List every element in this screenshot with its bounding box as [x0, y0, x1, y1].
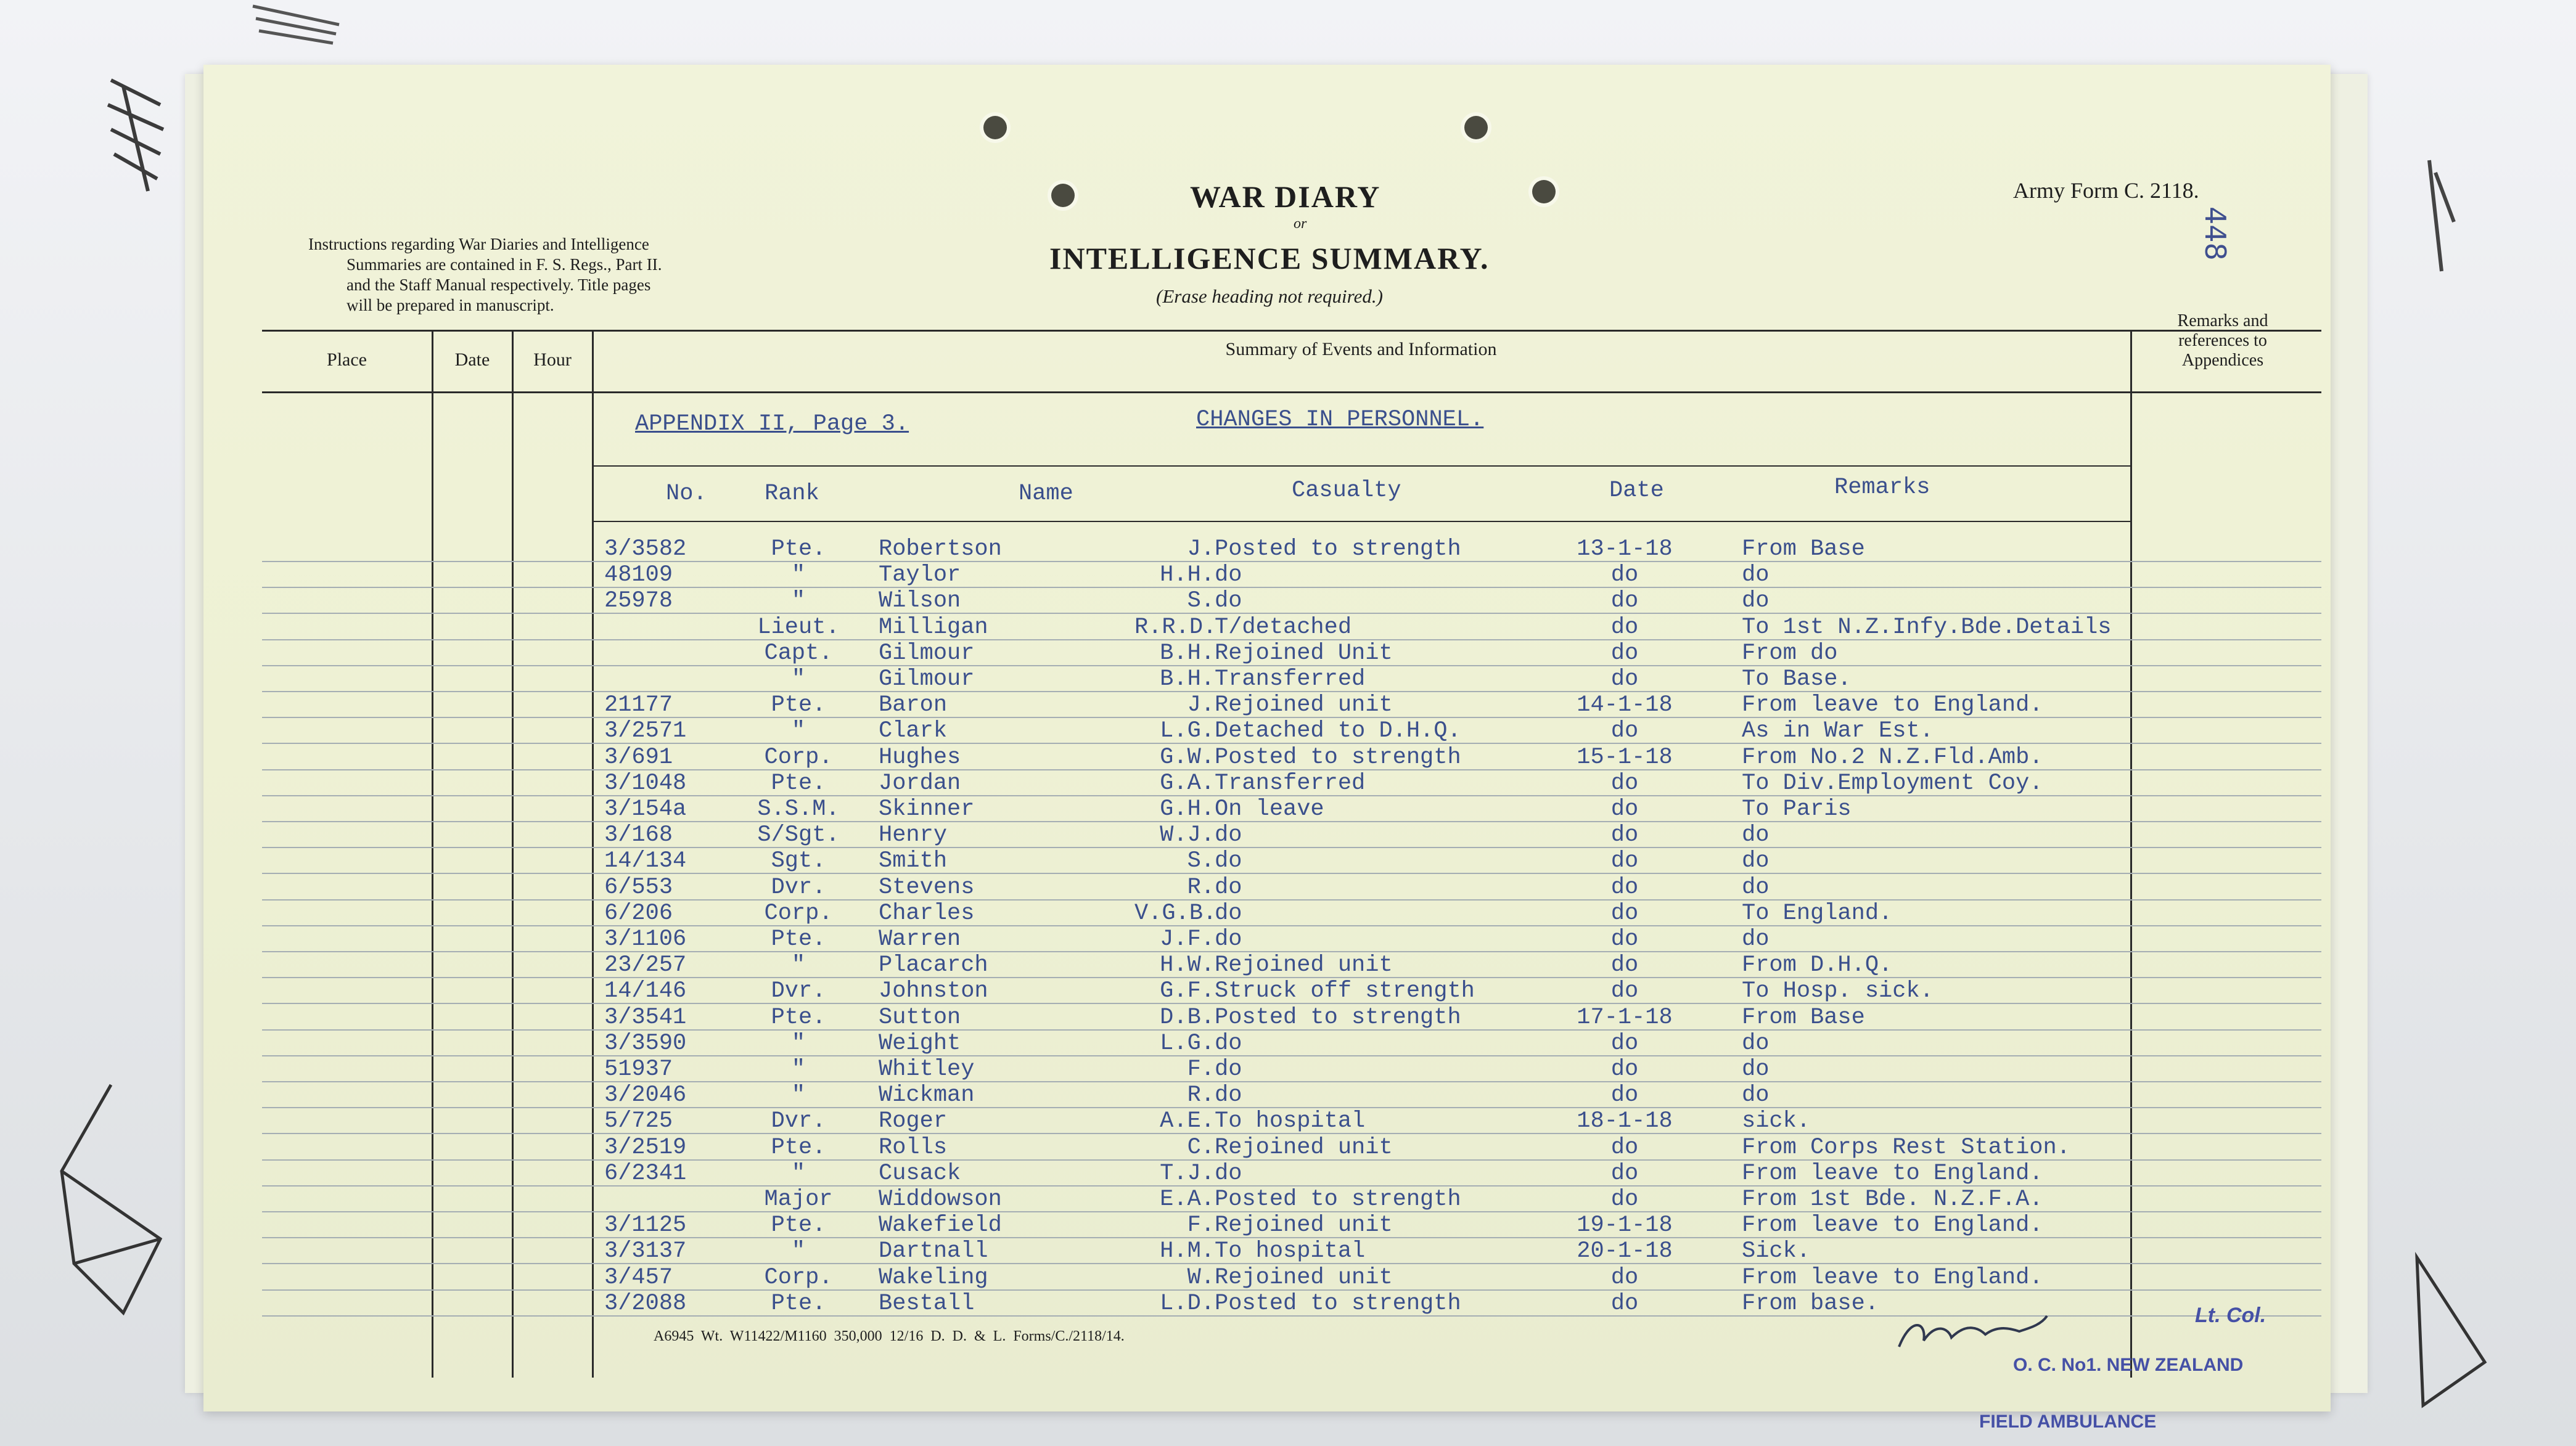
cell-rank: Dvr.: [771, 1108, 826, 1135]
cell-initials: G.W.: [1160, 744, 1215, 770]
cell-rank: Sgt.: [771, 848, 826, 875]
cell-no: 23/257: [604, 952, 687, 979]
table-header-bottom-rule: [592, 521, 2130, 522]
cell-rank: ": [791, 562, 806, 589]
cell-no: 6/2341: [604, 1160, 687, 1187]
cell-date: do: [1610, 848, 1639, 875]
cell-date: do: [1610, 900, 1639, 926]
cell-no: 3/3582: [604, 536, 687, 562]
cell-casualty: On leave: [1215, 796, 1324, 822]
cell-rank: S.S.M.: [757, 796, 840, 822]
cell-date: do: [1610, 1134, 1639, 1161]
cell-no: 3/3541: [604, 1004, 687, 1031]
cell-date: do: [1610, 1056, 1639, 1082]
cell-initials: J.: [1187, 536, 1215, 562]
cell-casualty: do: [1215, 874, 1242, 901]
cell-rank: Pte.: [771, 1212, 826, 1239]
cell-no: 3/1106: [604, 926, 687, 952]
war-diary-sheet: [203, 65, 2331, 1411]
cell-initials: F.: [1187, 1056, 1215, 1082]
cell-initials: L.D.: [1160, 1290, 1215, 1317]
cell-no: 3/457: [604, 1264, 673, 1291]
cell-remarks: To Base.: [1742, 666, 1852, 692]
table-row-rule: [262, 587, 2321, 588]
cell-name: Whitley: [879, 1056, 975, 1082]
cell-remarks: To Div.Employment Coy.: [1742, 770, 2043, 796]
cell-date: do: [1610, 822, 1639, 849]
cell-date: 15-1-18: [1577, 744, 1673, 770]
cell-casualty: T/detached: [1215, 614, 1352, 640]
signature-rank: Lt. Col.: [2195, 1304, 2266, 1327]
cell-initials: E.A.: [1160, 1187, 1215, 1212]
table-header-remarks: Remarks: [1834, 475, 1930, 500]
cell-initials: R.: [1187, 874, 1215, 901]
cell-initials: A.E.: [1160, 1108, 1215, 1135]
cell-remarks: From do: [1742, 640, 1838, 666]
cell-casualty: To hospital: [1215, 1238, 1366, 1265]
instructions-line: Summaries are contained in F. S. Regs., Part II.: [347, 255, 662, 274]
cell-remarks: From leave to England.: [1742, 1212, 2043, 1239]
cell-initials: S.: [1187, 588, 1215, 615]
instructions-block: [308, 234, 662, 316]
cell-rank: Pte.: [771, 926, 826, 952]
cell-no: 14/146: [604, 978, 687, 1005]
cell-initials: J.F.: [1160, 926, 1215, 952]
cell-no: 25978: [604, 588, 673, 615]
cell-name: Skinner: [879, 796, 975, 822]
cell-name: Milligan: [879, 614, 988, 640]
cell-date: do: [1610, 770, 1639, 796]
cell-name: Wickman: [879, 1082, 975, 1109]
cell-initials: F.: [1187, 1212, 1215, 1239]
cell-rank: Pte.: [771, 1134, 826, 1161]
cell-remarks: Sick.: [1742, 1238, 1811, 1265]
cell-no: 6/206: [604, 900, 673, 926]
table-row-rule: [262, 1081, 2321, 1082]
cell-casualty: Rejoined unit: [1215, 1212, 1393, 1239]
cell-rank: Corp.: [764, 900, 833, 926]
cell-name: Robertson: [879, 536, 1002, 562]
cell-no: 3/168: [604, 822, 673, 849]
cell-no: 3/154a: [604, 796, 687, 822]
cell-date: do: [1610, 1187, 1639, 1212]
cell-remarks: From leave to England.: [1742, 1264, 2043, 1291]
cell-no: 3/2519: [604, 1134, 687, 1161]
cell-no: 48109: [604, 562, 673, 589]
cell-remarks: From base.: [1742, 1290, 1879, 1317]
cell-no: 3/3137: [604, 1238, 687, 1265]
cell-casualty: Posted to strength: [1215, 1187, 1461, 1212]
cell-no: 3/1048: [604, 770, 687, 796]
cell-no: 3/2088: [604, 1290, 687, 1317]
instructions-line: and the Staff Manual respectively. Title pages: [347, 276, 651, 294]
cell-no: 14/134: [604, 848, 687, 875]
pencil-scribble: [37, 1079, 179, 1338]
cell-rank: ": [791, 1082, 806, 1109]
cell-no: 3/2046: [604, 1082, 687, 1109]
cell-casualty: do: [1215, 926, 1242, 952]
cell-remarks: From Corps Rest Station.: [1742, 1134, 2070, 1161]
cell-date: do: [1610, 1264, 1639, 1291]
cell-date: do: [1610, 796, 1639, 822]
cell-rank: ": [791, 1160, 806, 1187]
pencil-scribble: [247, 0, 345, 49]
cell-initials: L.G.: [1160, 718, 1215, 745]
table-row-rule: [262, 925, 2321, 926]
table-row-rule: [262, 1055, 2321, 1056]
cell-no: 6/553: [604, 874, 673, 901]
cell-no: 51937: [604, 1056, 673, 1082]
cell-rank: Lieut.: [757, 614, 840, 640]
cell-no: 3/691: [604, 744, 673, 770]
table-row-rule: [262, 899, 2321, 901]
cell-rank: Dvr.: [771, 874, 826, 901]
col-divider: [432, 330, 433, 1378]
cell-casualty: Posted to strength: [1215, 536, 1461, 562]
punch-hole: [1464, 116, 1488, 139]
cell-rank: ": [791, 1030, 806, 1056]
cell-remarks: To 1st N.Z.Infy.Bde.Details: [1742, 614, 2112, 640]
form-title-sub: INTELLIGENCE SUMMARY.: [1049, 241, 1490, 276]
cell-casualty: Rejoined unit: [1215, 1264, 1393, 1291]
cell-name: Johnston: [879, 978, 988, 1005]
table-header-casualty: Casualty: [1292, 478, 1401, 504]
cell-name: Cusack: [879, 1160, 961, 1187]
cell-name: Charles: [879, 900, 975, 926]
cell-date: 19-1-18: [1577, 1212, 1673, 1239]
cell-rank: ": [791, 666, 806, 692]
col-header-hour: Hour: [533, 349, 572, 370]
table-header-no: No.: [666, 481, 707, 507]
unit-stamp-line2: FIELD AMBULANCE: [1979, 1411, 2157, 1432]
cell-date: do: [1610, 1160, 1639, 1187]
cell-casualty: Rejoined unit: [1215, 952, 1393, 979]
cell-date: do: [1610, 1030, 1639, 1056]
cell-initials: H.H.: [1160, 562, 1215, 589]
table-header-rank: Rank: [765, 481, 819, 507]
army-form-number: Army Form C. 2118.: [2013, 178, 2199, 203]
cell-no: 3/1125: [604, 1212, 687, 1239]
col-header-remarks: [2130, 311, 2315, 370]
cell-rank: Pte.: [771, 770, 826, 796]
cell-no: 3/2571: [604, 718, 687, 745]
cell-remarks: From leave to England.: [1742, 1160, 2043, 1187]
cell-initials: H.M.: [1160, 1238, 1215, 1265]
cell-casualty: do: [1215, 822, 1242, 849]
cell-casualty: do: [1215, 1160, 1242, 1187]
cell-remarks: do: [1742, 1056, 1770, 1082]
cell-remarks: do: [1742, 848, 1770, 875]
cell-remarks: do: [1742, 588, 1770, 615]
cell-date: do: [1610, 926, 1639, 952]
cell-initials: G.A.: [1160, 770, 1215, 796]
unit-stamp-line1: O. C. No1. NEW ZEALAND: [2013, 1355, 2244, 1375]
cell-casualty: do: [1215, 1056, 1242, 1082]
cell-date: do: [1610, 1290, 1639, 1317]
cell-remarks: do: [1742, 926, 1770, 952]
cell-date: 13-1-18: [1577, 536, 1673, 562]
appendix-heading: CHANGES IN PERSONNEL.: [1196, 407, 1484, 433]
cell-remarks: do: [1742, 874, 1770, 901]
cell-no: 21177: [604, 692, 673, 719]
cell-casualty: do: [1215, 588, 1242, 615]
cell-initials: T.J.: [1160, 1160, 1215, 1187]
cell-casualty: Rejoined Unit: [1215, 640, 1393, 666]
cell-casualty: do: [1215, 1030, 1242, 1056]
cell-remarks: To Paris: [1742, 796, 1852, 822]
cell-casualty: do: [1215, 900, 1242, 926]
col-header-date: Date: [454, 349, 490, 370]
cell-rank: Pte.: [771, 536, 826, 562]
cell-casualty: Transferred: [1215, 666, 1366, 692]
cell-name: Taylor: [879, 562, 961, 589]
cell-initials: V.G.B.: [1134, 900, 1217, 926]
punch-hole: [1051, 184, 1075, 207]
appendix-label: APPENDIX II, Page 3.: [635, 411, 909, 437]
cell-rank: ": [791, 952, 806, 979]
instructions-line: will be prepared in manuscript.: [347, 296, 554, 314]
cell-name: Henry: [879, 822, 948, 849]
cell-name: Jordan: [879, 770, 961, 796]
pencil-scribble: [99, 68, 173, 203]
cell-rank: S/Sgt.: [757, 822, 840, 849]
cell-casualty: Posted to strength: [1215, 1290, 1461, 1317]
cell-date: do: [1610, 1082, 1639, 1109]
remarks-header-line: Remarks and: [2177, 311, 2268, 330]
cell-name: Warren: [879, 926, 961, 952]
table-row-rule: [262, 847, 2321, 848]
handwritten-page-number: 448: [2199, 206, 2232, 261]
cell-no: 5/725: [604, 1108, 673, 1135]
cell-rank: Dvr.: [771, 978, 826, 1005]
cell-rank: Pte.: [771, 1290, 826, 1317]
cell-remarks: From Base: [1742, 536, 1865, 562]
cell-initials: J.: [1187, 692, 1215, 719]
cell-remarks: From Base: [1742, 1004, 1865, 1031]
cell-date: 18-1-18: [1577, 1108, 1673, 1135]
cell-initials: D.B.: [1160, 1004, 1215, 1031]
form-print-footer: A6945 Wt. W11422/M1160 350,000 12/16 D. D. & L. Forms/C./2118/14.: [654, 1328, 1125, 1344]
cell-date: do: [1610, 874, 1639, 901]
cell-remarks: From D.H.Q.: [1742, 952, 1893, 979]
cell-name: Placarch: [879, 952, 988, 979]
cell-rank: Pte.: [771, 1004, 826, 1031]
cell-rank: Capt.: [764, 640, 833, 666]
cell-initials: B.H.: [1160, 666, 1215, 692]
cell-remarks: do: [1742, 822, 1770, 849]
cell-date: 17-1-18: [1577, 1004, 1673, 1031]
cell-name: Stevens: [879, 874, 975, 901]
cell-remarks: do: [1742, 1082, 1770, 1109]
cell-date: do: [1610, 952, 1639, 979]
cell-remarks: do: [1742, 1030, 1770, 1056]
cell-name: Sutton: [879, 1004, 961, 1031]
cell-casualty: Struck off strength: [1215, 978, 1475, 1005]
cell-date: do: [1610, 588, 1639, 615]
erase-heading-note: (Erase heading not required.): [1156, 285, 1383, 307]
cell-date: 14-1-18: [1577, 692, 1673, 719]
table-header-date: Date: [1609, 478, 1664, 504]
cell-name: Bestall: [879, 1290, 975, 1317]
cell-name: Gilmour: [879, 640, 975, 666]
cell-casualty: To hospital: [1215, 1108, 1366, 1135]
form-title-main: WAR DIARY: [1190, 179, 1381, 214]
cell-rank: ": [791, 1238, 806, 1265]
cell-casualty: Rejoined unit: [1215, 692, 1393, 719]
cell-date: do: [1610, 718, 1639, 745]
cell-name: Gilmour: [879, 666, 975, 692]
cell-rank: ": [791, 588, 806, 615]
col-divider: [2130, 330, 2132, 1378]
col-header-place: Place: [327, 349, 367, 370]
punch-hole: [1532, 180, 1556, 203]
cell-casualty: Posted to strength: [1215, 1004, 1461, 1031]
col-header-summary: Summary of Events and Information: [1225, 339, 1497, 359]
header-bottom-rule: [262, 391, 2321, 393]
cell-name: Baron: [879, 692, 948, 719]
punch-hole: [983, 116, 1007, 139]
cell-initials: W.: [1187, 1264, 1215, 1291]
cell-name: Hughes: [879, 744, 961, 770]
header-top-rule: [262, 330, 2321, 332]
cell-casualty: do: [1215, 1082, 1242, 1109]
cell-remarks: From 1st Bde. N.Z.F.A.: [1742, 1187, 2043, 1212]
cell-casualty: Detached to D.H.Q.: [1215, 718, 1461, 745]
cell-rank: ": [791, 1056, 806, 1082]
col-divider: [592, 330, 594, 1378]
cell-initials: C.: [1187, 1134, 1215, 1161]
cell-remarks: To Hosp. sick.: [1742, 978, 1934, 1005]
col-divider: [512, 330, 514, 1378]
cell-name: Wakeling: [879, 1264, 988, 1291]
cell-name: Smith: [879, 848, 948, 875]
cell-name: Rolls: [879, 1134, 948, 1161]
cell-remarks: From No.2 N.Z.Fld.Amb.: [1742, 744, 2043, 770]
cell-name: Wilson: [879, 588, 961, 615]
table-header-top-rule: [592, 465, 2130, 467]
cell-remarks: From leave to England.: [1742, 692, 2043, 719]
cell-name: Wakefield: [879, 1212, 1002, 1239]
cell-date: do: [1610, 978, 1639, 1005]
cell-rank: Major: [764, 1187, 833, 1212]
cell-date: 20-1-18: [1577, 1238, 1673, 1265]
cell-initials: L.G.: [1160, 1030, 1215, 1056]
cell-name: Clark: [879, 718, 948, 745]
table-row-rule: [262, 873, 2321, 874]
cell-remarks: As in War Est.: [1742, 718, 1934, 745]
cell-initials: G.H.: [1160, 796, 1215, 822]
cell-name: Roger: [879, 1108, 948, 1135]
remarks-header-line: Appendices: [2181, 351, 2264, 370]
cell-initials: W.J.: [1160, 822, 1215, 849]
cell-date: do: [1610, 666, 1639, 692]
cell-initials: B.H.: [1160, 640, 1215, 666]
cell-name: Weight: [879, 1030, 961, 1056]
cell-rank: Corp.: [764, 1264, 833, 1291]
cell-casualty: Posted to strength: [1215, 744, 1461, 770]
cell-casualty: do: [1215, 848, 1242, 875]
signature-scrawl: [1893, 1304, 2053, 1359]
cell-date: do: [1610, 614, 1639, 640]
pencil-scribble: [2405, 1245, 2503, 1418]
cell-rank: Pte.: [771, 692, 826, 719]
cell-remarks: sick.: [1742, 1108, 1811, 1135]
cell-initials: R.: [1187, 1082, 1215, 1109]
cell-no: 3/3590: [604, 1030, 687, 1056]
cell-date: do: [1610, 640, 1639, 666]
cell-remarks: To England.: [1742, 900, 1893, 926]
cell-casualty: Rejoined unit: [1215, 1134, 1393, 1161]
remarks-header-line: references to: [2178, 331, 2267, 350]
cell-casualty: do: [1215, 562, 1242, 589]
cell-date: do: [1610, 562, 1639, 589]
cell-rank: Corp.: [764, 744, 833, 770]
table-header-name: Name: [1019, 481, 1073, 507]
cell-name: Dartnall: [879, 1238, 988, 1265]
cell-rank: ": [791, 718, 806, 745]
instructions-line: Instructions regarding War Diaries and Intelligence: [308, 235, 649, 253]
cell-initials: H.W.: [1160, 952, 1215, 979]
cell-initials: G.F.: [1160, 978, 1215, 1005]
cell-remarks: do: [1742, 562, 1770, 589]
cell-name: Widdowson: [879, 1187, 1002, 1212]
cell-initials: R.R.D.: [1134, 614, 1217, 640]
form-title-or: or: [1294, 216, 1307, 232]
cell-casualty: Transferred: [1215, 770, 1366, 796]
cell-initials: S.: [1187, 848, 1215, 875]
pencil-scribble: [2417, 148, 2466, 284]
